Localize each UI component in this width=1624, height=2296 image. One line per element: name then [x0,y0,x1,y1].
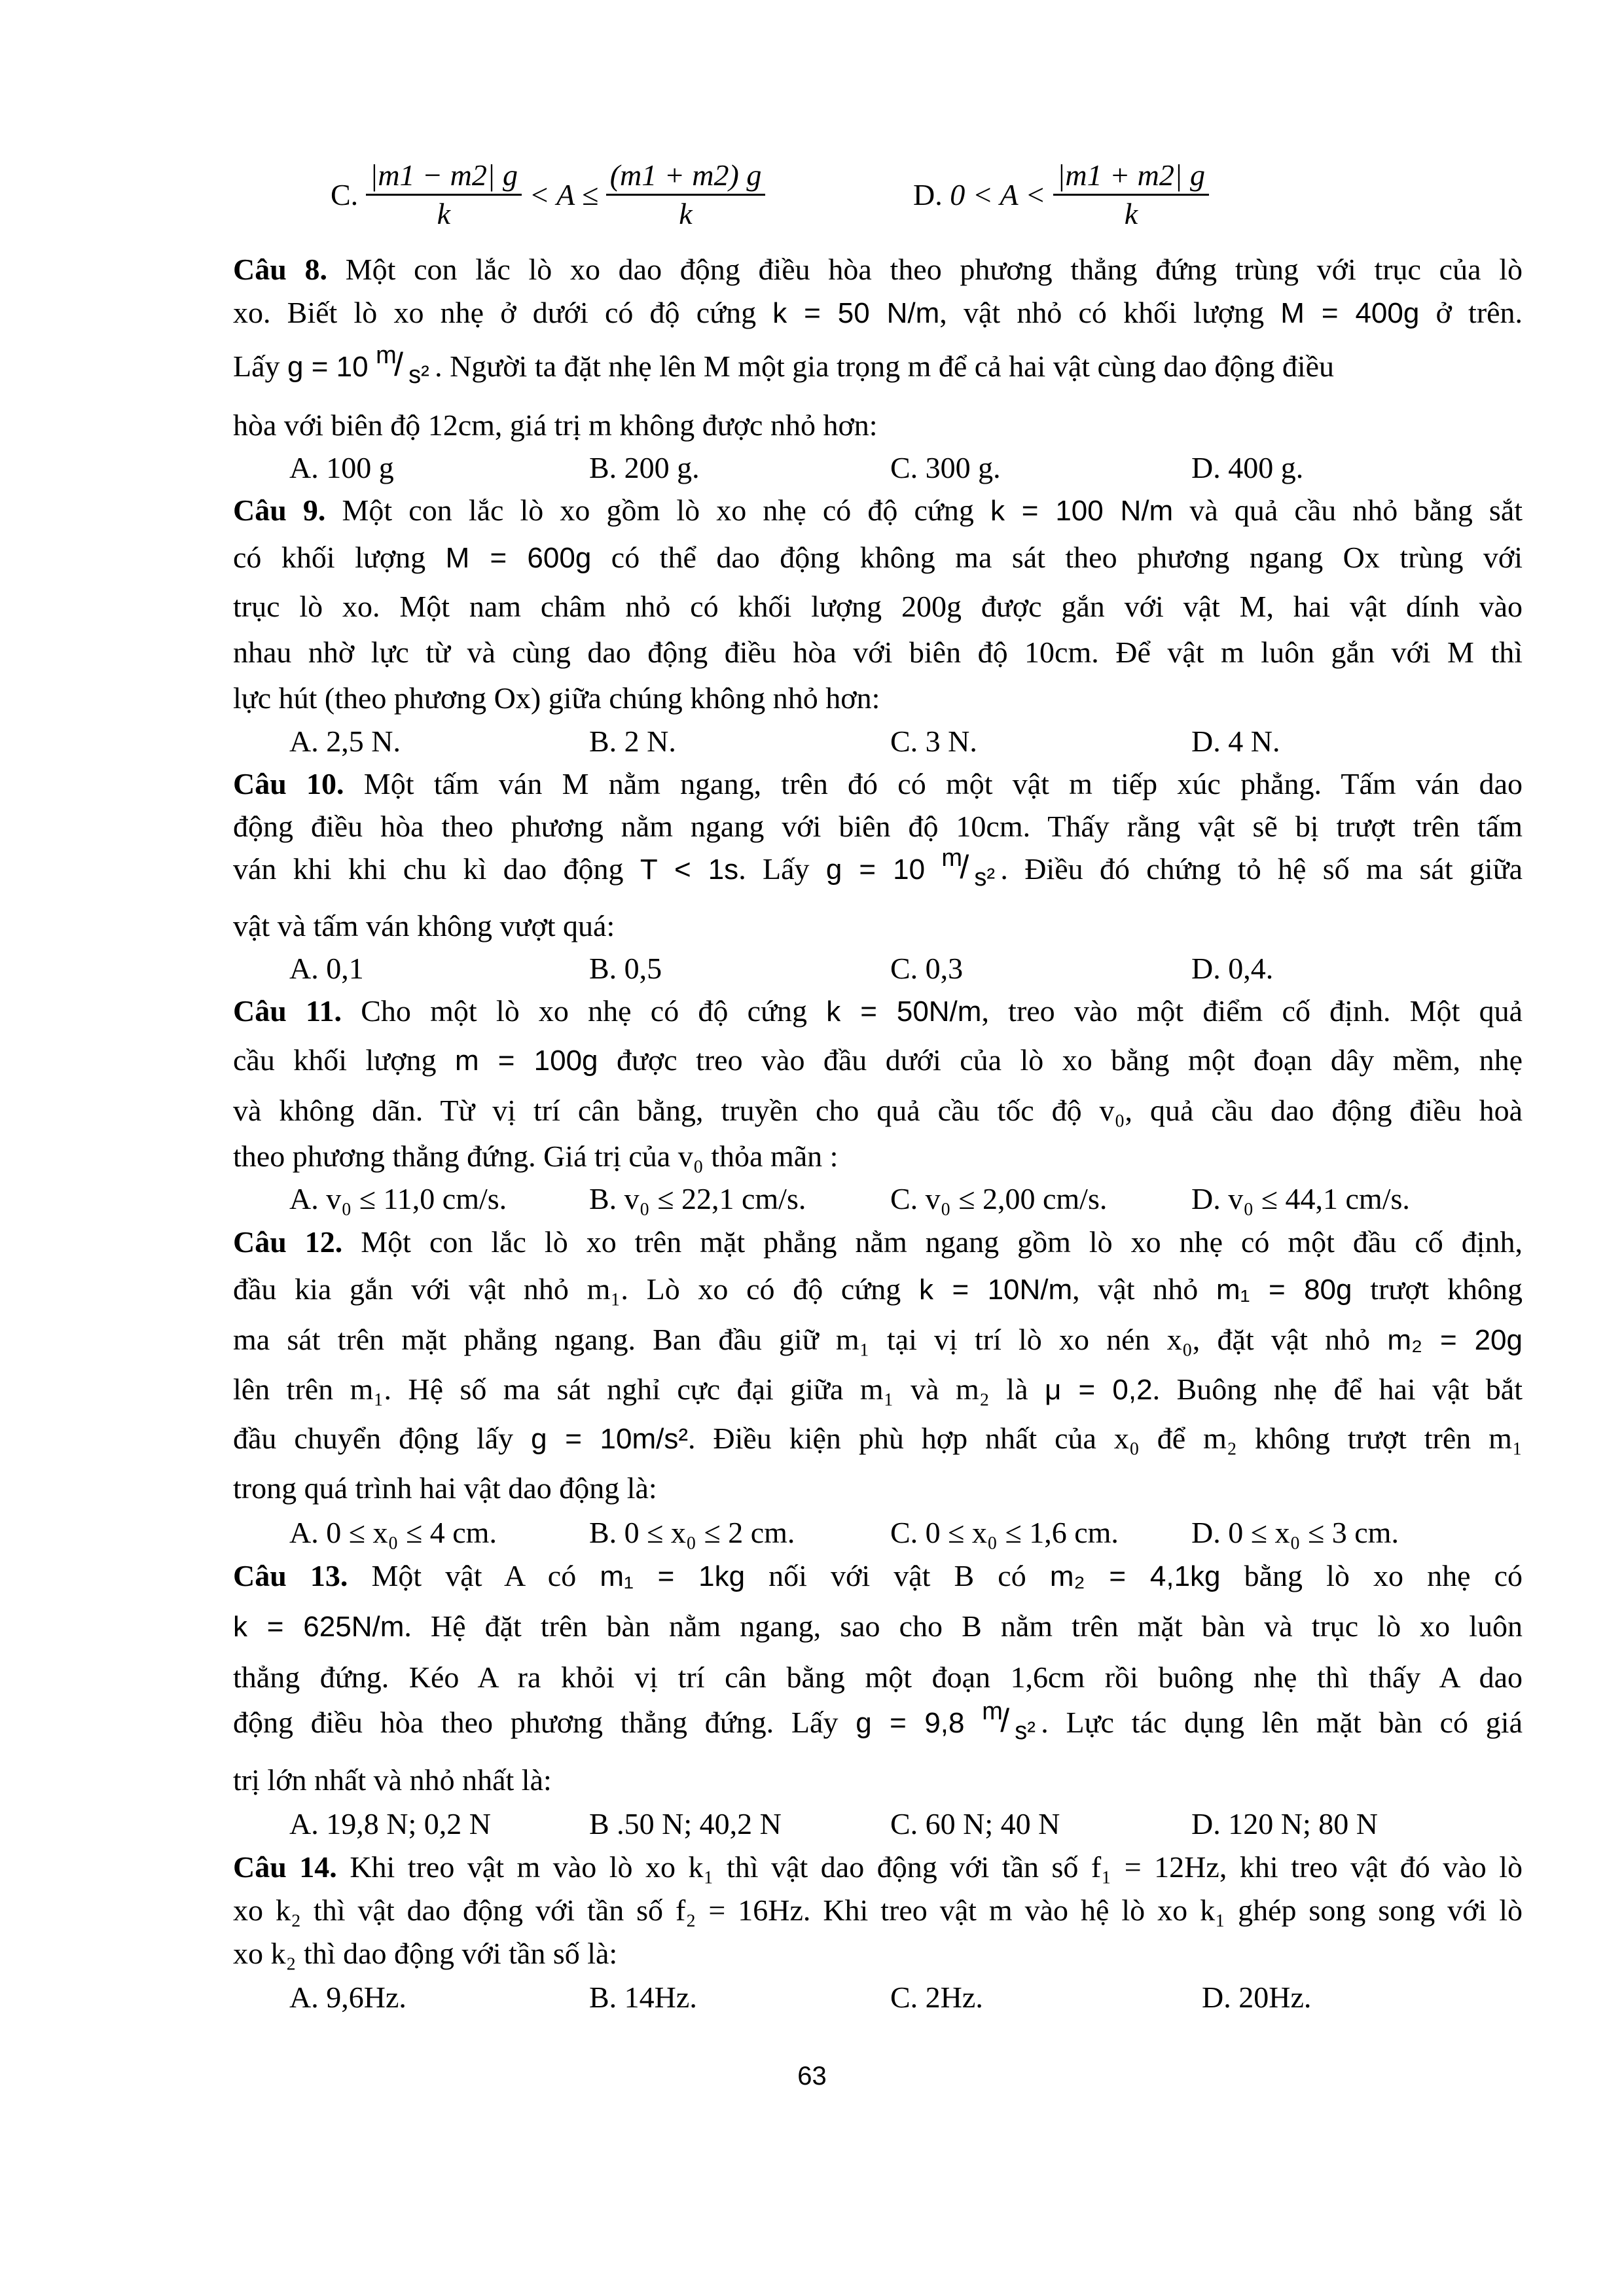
q11-line-3: và không dãn. Từ vị trí cân bằng, truyền cho quả cầu tốc độ v₀, quả cầu dao động điều hoà [233,1094,1523,1127]
q11-option-d[interactable]: D. v₀ ≤ 44,1 cm/s. [1191,1182,1410,1215]
q11-mass: m = 100g [454,1045,598,1077]
q13-gravity-unit: m / s² [982,1704,1041,1736]
q10-line-4: vật và tấm ván không vượt quá: [233,909,615,942]
q12-text-3a: ma sát trên mặt phẳng ngang. Ban đầu giữ m₁ tại vị trí lò xo nén x₀, đặt vật nhỏ [233,1323,1371,1356]
q13-text-1a: Một vật A có [371,1559,577,1592]
q8-text-1: Một con lắc lò xo dao động điều hòa theo phương thẳng đứng trùng với trục của lò [345,253,1523,286]
q12-text-2c: trượt không [1370,1272,1523,1306]
q12-mass-2: m₂ = 20g [1387,1324,1523,1356]
q8-unit-num: m [376,342,397,369]
q14-label: Câu 14. [233,1850,337,1884]
q12-line-3 [233,1320,1523,1360]
q7-optc-rhs-num: (m1 + m2) g [606,157,766,196]
q7-option-c [331,157,765,232]
q8-line-1 [233,250,1523,289]
q11-option-a[interactable]: A. v₀ ≤ 11,0 cm/s. [289,1182,507,1215]
q10-unit-den: s² [974,864,996,891]
q11-text-2a: cầu khối lượng [233,1043,437,1077]
q8-text-2a: xo. Biết lò xo nhẹ ở dưới có độ cứng [233,296,757,329]
q12-line-1 [233,1223,1523,1262]
q14-line-1 [233,1848,1523,1887]
q13-option-b[interactable]: B .50 N; 40,2 N [589,1807,782,1840]
q12-text-4b: . Buông nhẹ để hai vật bắt [1152,1372,1523,1406]
q8-options [233,448,1523,488]
q9-label: Câu 9. [233,493,326,527]
q9-options [233,722,1523,761]
q7-optd-lhs: 0 < A < [950,178,1046,211]
q10-text-3c: . Điều đó chứng tỏ hệ số ma sát giữa [1000,852,1523,886]
q7-optd-rhs-num: |m1 + m2| g [1053,157,1209,196]
q13-unit-num: m [982,1698,1003,1725]
page-number: 63 [797,2062,827,2090]
q10-text-1: Một tấm ván M nằm ngang, trên đó có một vật m tiếp xúc phẳng. Tấm ván dao [363,767,1523,800]
q9-text-2b: có thể dao động không ma sát theo phương ngang Ox trùng với [611,541,1523,574]
q12-text-5b: . Điều kiện phù hợp nhất của x₀ để m₂ không trượt trên m₁ [688,1422,1523,1455]
q11-label: Câu 11. [233,994,342,1028]
q11-option-c[interactable]: C. v₀ ≤ 2,00 cm/s. [890,1182,1108,1215]
q10-option-b[interactable]: B. 0,5 [589,952,662,985]
q13-line-4 [233,1698,1523,1745]
q8-gravity: g = 10 [287,351,369,383]
q11-option-b[interactable]: B. v₀ ≤ 22,1 cm/s. [589,1182,806,1215]
q7-optc-rhs-fraction [606,157,766,232]
q9-line-4: nhau nhờ lực từ và cùng dao động điều hòa với biên độ 10cm. Để vật m luôn gắn với M thì [233,636,1523,669]
q14-text-1: Khi treo vật m vào lò xo k₁ thì vật dao động với tần số f₁ = 12Hz, khi treo vật đó vào lò [350,1850,1523,1884]
q9-text-1b: và quả cầu nhỏ bằng sắt [1189,493,1523,527]
q10-label: Câu 10. [233,767,344,800]
q7-optd-rhs-den: k [1124,197,1138,230]
q13-option-d[interactable]: D. 120 N; 80 N [1191,1807,1378,1840]
q13-text-4a: động điều hòa theo phương thẳng đứng. Lấy [233,1706,839,1739]
q13-options [233,1804,1523,1844]
q13-mass-1: m₁ = 1kg [600,1560,746,1592]
q8-text-3b: . Người ta đặt nhẹ lên M một gia trọng m để cả hai vật cùng dao động điều [435,350,1335,383]
q9-option-d[interactable]: D. 4 N. [1191,725,1280,758]
q9-line-1 [233,491,1523,531]
q14-line-3: xo k₂ thì dao động với tần số là: [233,1937,618,1970]
q7-optc-label: C. [331,178,359,211]
q13-label: Câu 13. [233,1559,348,1592]
q8-line-4: hòa với biên độ 12cm, giá trị m không được nhỏ hơn: [233,408,878,442]
q11-line-4: theo phương thẳng đứng. Giá trị của v₀ thỏa mãn : [233,1139,839,1173]
q13-mass-2: m₂ = 4,1kg [1049,1560,1221,1592]
q12-stiffness: k = 10N/m [919,1274,1073,1306]
q10-options [233,949,1523,988]
q10-option-a[interactable]: A. 0,1 [289,952,364,985]
q8-option-d[interactable]: D. 400 g. [1191,451,1304,484]
q7-optc-lhs-den: k [437,197,451,230]
q8-option-c[interactable]: C. 300 g. [890,451,1001,484]
q12-friction: μ = 0,2 [1044,1374,1153,1406]
q7-optc-mid: < A ≤ [529,178,599,211]
q8-gravity-unit: m / s² [376,348,435,380]
q7-optd-label: D. [913,178,943,211]
q10-option-d[interactable]: D. 0,4. [1191,952,1274,985]
q14-option-d[interactable]: D. 20Hz. [1202,1981,1312,2014]
q10-line-2: động điều hòa theo phương nằm ngang với biên độ 10cm. Thấy rằng vật sẽ bị trượt trên tấm [233,810,1523,843]
q9-line-3: trục lò xo. Một nam châm nhỏ có khối lượng 200g được gắn với vật M, hai vật dính vào [233,590,1523,623]
q11-line-1 [233,992,1523,1031]
q9-mass: M = 600g [445,542,592,574]
q14-option-a[interactable]: A. 9,6Hz. [289,1981,406,2014]
q14-option-b[interactable]: B. 14Hz. [589,1981,697,2014]
q13-text-1c: bằng lò xo nhẹ có [1244,1559,1523,1592]
q13-gravity: g = 9,8 [856,1707,965,1739]
q9-line-5: lực hút (theo phương Ox) giữa chúng không nhỏ hơn: [233,681,880,715]
q14-options [233,1978,1523,2017]
q13-unit-den: s² [1015,1717,1036,1745]
q13-text-2a: . Hệ đặt trên bàn nằm ngang, sao cho B nằm trên mặt bàn và trục lò xo luôn [404,1609,1523,1643]
q11-text-2b: được treo vào đầu dưới của lò xo bằng một đoạn dây mềm, nhẹ [616,1043,1523,1077]
q12-text-5a: đầu chuyển động lấy [233,1422,514,1455]
q8-text-2c: ở trên. [1435,296,1523,329]
q7-option-d [913,157,1209,232]
q8-line-3 [233,342,1523,389]
q8-label: Câu 8. [233,253,327,286]
q13-line-5: trị lớn nhất và nhỏ nhất là: [233,1763,552,1797]
q12-options [233,1513,1523,1552]
q7-optc-rhs-den: k [679,197,693,230]
q12-option-b[interactable]: B. 0 ≤ x₀ ≤ 2 cm. [589,1516,795,1549]
q11-text-1a: Cho một lò xo nhẹ có độ cứng [361,994,808,1028]
q10-gravity: g = 10 [825,853,926,886]
q12-mass-1: m₁ = 80g [1216,1274,1352,1306]
q10-line-1 [233,764,1523,804]
q10-text-3a: ván khi khi chu kì dao động [233,852,624,886]
q10-option-c[interactable]: C. 0,3 [890,952,964,985]
q13-line-3: thẳng đứng. Kéo A ra khỏi vị trí cân bằng một đoạn 1,6cm rồi buông nhẹ thì thấy A dao [233,1660,1523,1694]
q11-stiffness: k = 50N/m [826,996,982,1028]
q9-stiffness: k = 100 N/m [990,495,1174,527]
q11-line-2 [233,1041,1523,1081]
q13-line-1 [233,1556,1523,1596]
q12-line-2 [233,1270,1523,1310]
q12-text-4a: lên trên m₁. Hệ số ma sát nghỉ cực đại giữa m₁ và m₂ là [233,1372,1028,1406]
q13-text-1b: nối với vật B có [768,1559,1026,1592]
q13-option-c[interactable]: C. 60 N; 40 N [890,1807,1060,1840]
q8-line-2 [233,293,1523,333]
q8-text-3a: Lấy [233,350,280,383]
q12-label: Câu 12. [233,1225,343,1259]
q13-line-2 [233,1607,1523,1647]
q9-option-c[interactable]: C. 3 N. [890,725,977,758]
q8-mass: M = 400g [1280,297,1420,329]
q13-option-a[interactable]: A. 19,8 N; 0,2 N [289,1807,491,1840]
q12-option-c[interactable]: C. 0 ≤ x₀ ≤ 1,6 cm. [890,1516,1119,1549]
q10-text-3b: . Lấy [738,852,810,886]
q9-option-a[interactable]: A. 2,5 N. [289,725,401,758]
q12-gravity: g = 10m/s² [531,1423,688,1455]
q7-optd-rhs-fraction [1053,157,1209,232]
q12-line-6: trong quá trình hai vật dao động là: [233,1471,657,1505]
q13-stiffness: k = 625N/m [233,1611,405,1643]
q9-text-1a: Một con lắc lò xo gồm lò xo nhẹ có độ cứng [342,493,974,527]
q9-line-2 [233,538,1523,578]
q12-option-a[interactable]: A. 0 ≤ x₀ ≤ 4 cm. [289,1516,497,1549]
q13-text-4b: . Lực tác dụng lên mặt bàn có giá [1041,1706,1523,1739]
q7-optc-lhs-fraction [366,157,522,232]
q12-text-1: Một con lắc lò xo trên mặt phẳng nằm ngang gồm lò xo nhẹ có một đầu cố định, [361,1225,1523,1259]
q10-unit-num: m [941,844,963,872]
q8-unit-den: s² [408,361,429,389]
q10-period: T < 1s [640,853,739,886]
q12-text-2a: đầu kia gắn với vật nhỏ m₁. Lò xo có độ cứng [233,1272,901,1306]
q8-text-2b: , vật nhỏ có khối lượng [939,296,1265,329]
q8-option-a[interactable]: A. 100 g [289,451,394,484]
q12-text-2b: , vật nhỏ [1072,1272,1199,1306]
q11-options [233,1179,1523,1219]
q14-option-c[interactable]: C. 2Hz. [890,1981,983,2014]
q11-text-1b: , treo vào một điểm cố định. Một quả [981,994,1523,1028]
q10-line-3 [233,844,1523,891]
q12-line-5 [233,1419,1523,1459]
q7-optc-lhs-num: |m1 − m2| g [366,157,522,196]
q12-line-4 [233,1370,1523,1410]
q9-option-b[interactable]: B. 2 N. [589,725,676,758]
q12-option-d[interactable]: D. 0 ≤ x₀ ≤ 3 cm. [1191,1516,1399,1549]
q14-line-2: xo k₂ thì vật dao động với tần số f₂ = 16Hz. Khi treo vật m vào hệ lò xo k₁ ghép song song với lò [233,1893,1523,1927]
q10-gravity-unit: m / s² [941,850,1000,883]
q8-stiffness: k = 50 N/m [772,297,940,329]
q9-text-2a: có khối lượng [233,541,426,574]
q8-option-b[interactable]: B. 200 g. [589,451,700,484]
